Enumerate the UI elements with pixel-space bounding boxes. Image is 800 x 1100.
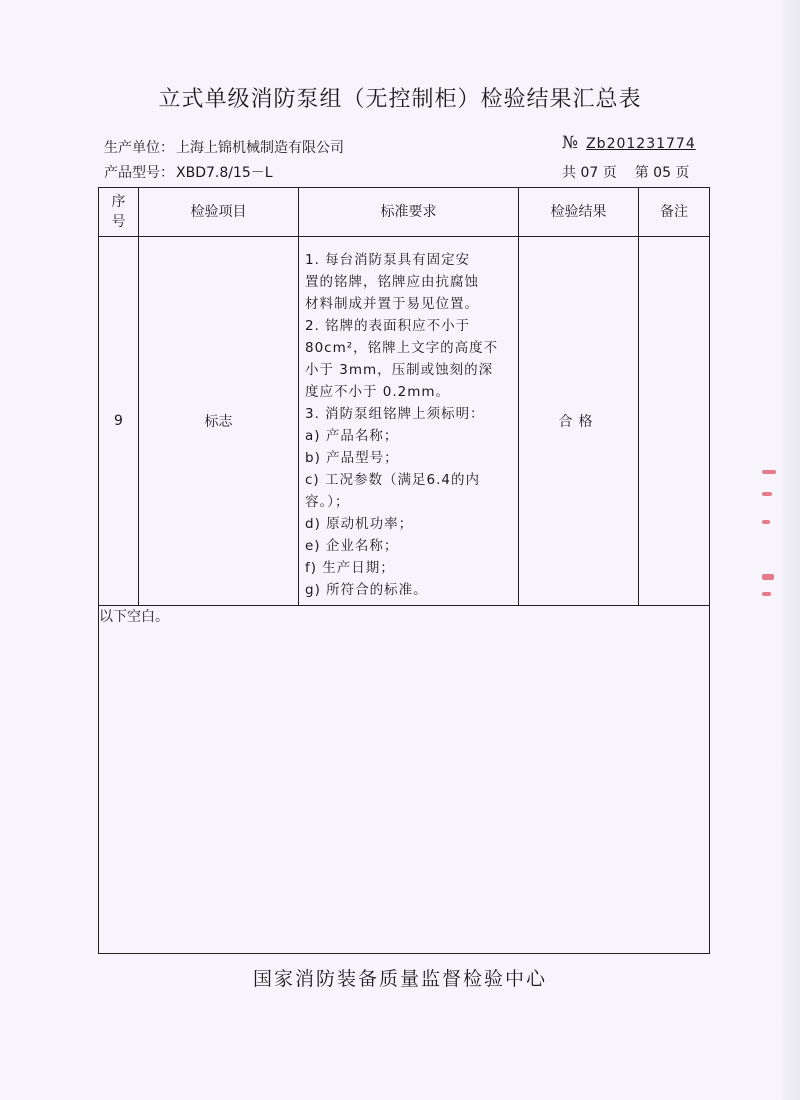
requirement-line: g) 所符合的标准。 bbox=[305, 582, 428, 598]
header-requirement: 标准要求 bbox=[299, 188, 519, 237]
report-number bbox=[562, 133, 696, 153]
manufacturer-label: 生产单位： bbox=[104, 140, 174, 156]
model-line bbox=[104, 162, 273, 182]
result-value: 合格 bbox=[558, 414, 599, 430]
blank-note: 以下空白。 bbox=[99, 606, 710, 954]
stamp-trace bbox=[762, 520, 770, 524]
page-info bbox=[562, 162, 689, 182]
number-sign: № bbox=[562, 133, 579, 153]
paper-edge bbox=[782, 0, 800, 1100]
requirement-line: d) 原动机功率； bbox=[305, 516, 414, 532]
requirement-line: 2. 铭牌的表面积应不小于 bbox=[305, 318, 471, 334]
header-item: 检验项目 bbox=[139, 188, 299, 237]
requirement-line: 材料制成并置于易见位置。 bbox=[305, 296, 479, 312]
requirement-line: 置的铭牌，铭牌应由抗腐蚀 bbox=[305, 274, 479, 290]
requirement-line: 度应不小于 0.2mm。 bbox=[305, 384, 451, 400]
cell-remark bbox=[639, 237, 710, 606]
requirement-line: 1. 每台消防泵具有固定安 bbox=[305, 252, 471, 268]
header-remark: 备注 bbox=[639, 188, 710, 237]
model-value: XBD7.8/15－L bbox=[176, 165, 273, 181]
header-seq bbox=[99, 188, 139, 237]
requirement-line: 小于 3mm，压制或蚀刻的深 bbox=[305, 362, 494, 378]
blank-row bbox=[99, 606, 710, 954]
cell-seq: 9 bbox=[99, 237, 139, 606]
table-row bbox=[99, 237, 710, 606]
document-title: 立式单级消防泵组（无控制柜）检验结果汇总表 bbox=[158, 87, 642, 112]
page-current: 第 05 页 bbox=[634, 165, 690, 181]
stamp-trace bbox=[762, 470, 776, 474]
model-label: 产品型号： bbox=[104, 165, 174, 181]
stamp-trace bbox=[762, 574, 774, 580]
requirement-line: 容。）； bbox=[305, 494, 350, 510]
requirement-line: 3. 消防泵组铭牌上须标明： bbox=[305, 406, 485, 422]
table-header-row bbox=[99, 188, 710, 237]
manufacturer-line bbox=[104, 137, 344, 157]
cell-item: 标志 bbox=[139, 237, 299, 606]
pages-total: 共 07 页 bbox=[562, 165, 617, 181]
requirement-line: b) 产品型号； bbox=[305, 450, 399, 466]
report-number-value: Zb201231774 bbox=[586, 136, 696, 152]
requirement-line: c) 工况参数（满足6.4的内 bbox=[305, 472, 480, 488]
cell-result bbox=[519, 237, 639, 606]
requirement-line: e) 企业名称； bbox=[305, 538, 399, 554]
requirement-line: f) 生产日期； bbox=[305, 560, 395, 576]
cell-requirement bbox=[299, 237, 519, 606]
requirement-line: a) 产品名称； bbox=[305, 428, 399, 444]
requirement-line: 80cm²，铭牌上文字的高度不 bbox=[305, 340, 499, 356]
manufacturer-value: 上海上锦机械制造有限公司 bbox=[176, 140, 344, 156]
stamp-trace bbox=[762, 492, 772, 496]
header-seq-label: 序号 bbox=[111, 194, 126, 230]
results-table bbox=[98, 187, 710, 954]
stamp-trace bbox=[762, 592, 771, 596]
issuing-organization: 国家消防装备质量监督检验中心 bbox=[252, 968, 547, 990]
header-result: 检验结果 bbox=[519, 188, 639, 237]
